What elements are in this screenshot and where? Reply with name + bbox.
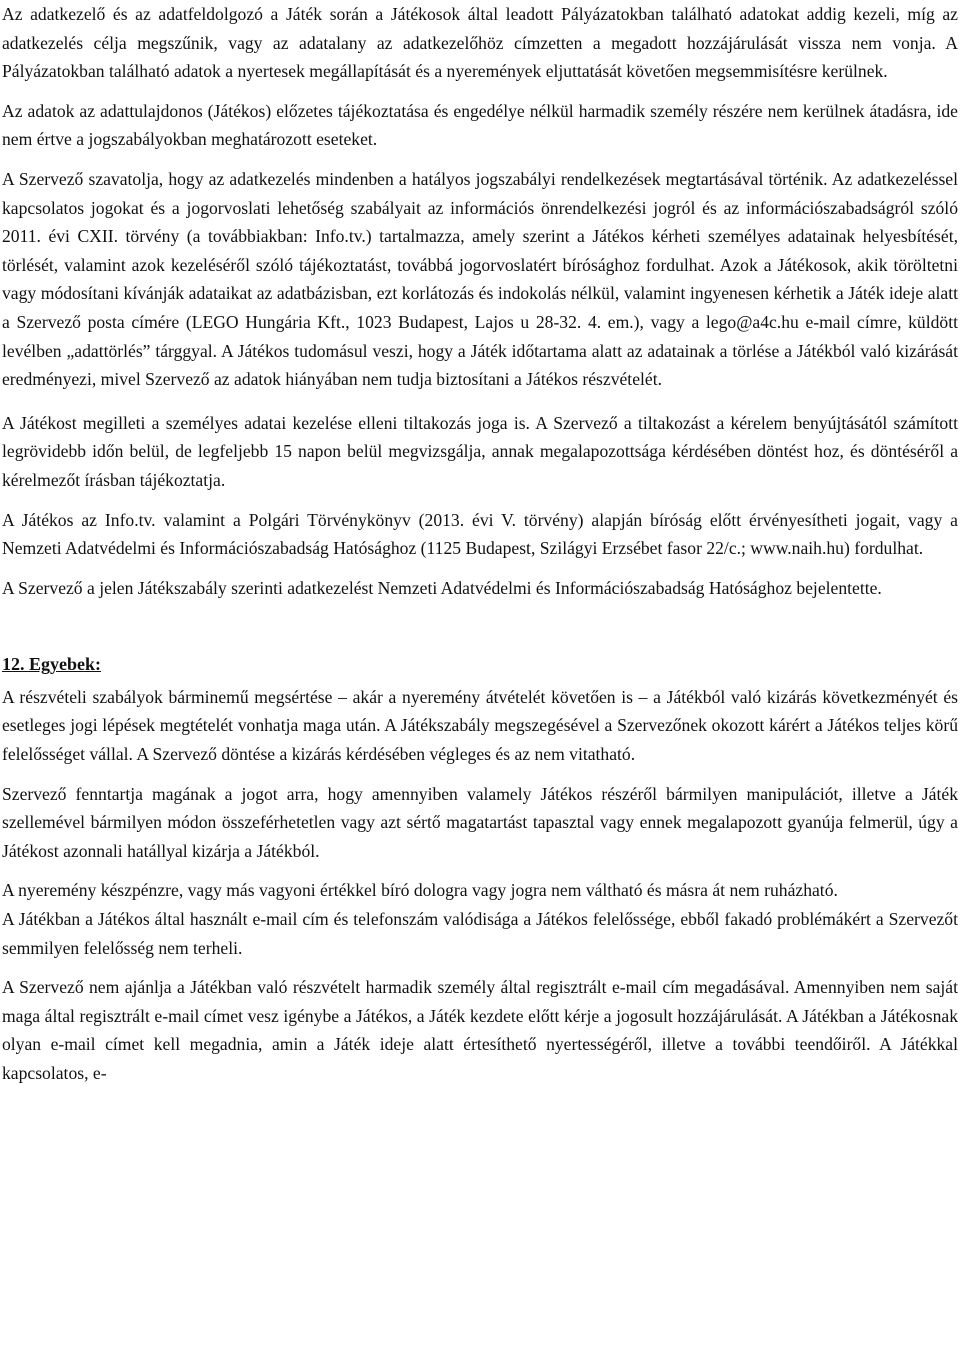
section-heading: 12. Egyebek: xyxy=(2,654,101,675)
paragraph-manipulation: Szervező fenntartja magának a jogot arra, hogy amennyiben valamely Játékos részéről bármilyen manipulációt, illetve a Játék szellemével bármilyen módon összeférhetetlen vagy azt sértő magatartást tapasztal vagy ennek megalapozott gyanúja felmerül, úgy a Játékost azonnali hatállyal kizárja a Játékból. xyxy=(2,783,958,861)
paragraph-contact-validity: A Játékban a Játékos által használt e-mail cím és telefonszám valódisága a Játékos felelőssége, ebből fakadó problémákért a Szervezőt semmilyen felelősség nem terheli. xyxy=(2,909,958,958)
paragraph-third-party-email: A Szervező nem ajánlja a Játékban való részvételt harmadik személy által regisztrált e-mail cím megadásával. Amennyiben nem saját maga által regisztrált e-mail címet vesz igénybe a Játékos, a Játék kezdete előtt kérje a jogosult hozzájárulását. A Játékban a Játékosnak olyan e-mail címet kell megadnia, amin a Játék ideje alatt értesíthető nyertességéről, illetve a további teendőiről. A Játékkal kapcsolatos, e- xyxy=(2,977,958,1083)
paragraph-rule-violation: A részvételi szabályok bárminemű megsértése – akár a nyeremény átvételét követően is – a Játékból való kizárás következményét és esetleges jogi lépések megtételét vonhatja maga után. A Játékszabály megszegésével a Szervezőnek okozott kárért a Játékos teljes körű felelősséget vállal. A Szervező döntése a kizárás kérdésében végleges és az nem vitatható. xyxy=(2,686,958,765)
paragraph-legal-remedy: A Játékos az Info.tv. valamint a Polgári Törvénykönyv (2013. évi V. törvény) alapján bíróság előtt érvényesítheti jogait, vagy a Nemzeti Adatvédelmi és Információszabadság Hatósághoz (1125 Budapest, Szilágyi Erzsébet fasor 22/c.; www.naih.hu) fordulhat. xyxy=(2,509,958,559)
paragraph-prize-transfer: A nyeremény készpénzre, vagy más vagyoni értékkel bíró dologra vagy jogra nem váltható és másra át nem ruházható. xyxy=(2,880,838,901)
paragraph-data-retention: Az adatkezelő és az adatfeldolgozó a Játék során a Játékosok által leadott Pályázatokban található adatokat addig kezeli, míg az adatkezelés célja megszűnik, vagy az adatalany az adatkezelőhöz címzetten a megadott hozzájárulását vissza nem vonja. A Pályázatokban található adatok a nyertesek megállapítását és a nyeremények eljuttatását követően megsemmisítésre kerülnek. xyxy=(2,4,958,82)
paragraph-data-transfer: Az adatok az adattulajdonos (Játékos) előzetes tájékoztatása és engedélye nélkül harmadik személy részére nem kerülnek átadásra, ide nem értve a jogszabályokban meghatározott eseteket. xyxy=(2,100,958,150)
paragraph-objection-right: A Játékost megilleti a személyes adatai kezelése elleni tiltakozás joga is. A Szervező a tiltakozást a kérelem benyújtásától számított legrövidebb időn belül, de legfeljebb 15 napon belül megvizsgálja, annak megalapozottsága kérdésében döntést hoz, és döntéséről a kérelmezőt írásban tájékoztatja. xyxy=(2,412,958,490)
paragraph-registration: A Szervező a jelen Játékszabály szerinti adatkezelést Nemzeti Adatvédelmi és Információszabadság Hatósághoz bejelentette. xyxy=(2,577,882,598)
paragraph-data-rights: A Szervező szavatolja, hogy az adatkezelés mindenben a hatályos jogszabályi rendelkezések megtartásával történik. Az adatkezeléssel kapcsolatos jogokat és a jogorvoslati lehetőség szabályait az információs önrendelkezési jogról és az információszabadságról szóló 2011. évi CXII. törvény (a továbbiakban: Info.tv.) tartalmazza, amely szerint a Játékos kérheti személyes adatainak helyesbítését, törlését, valamint azok kezeléséről szóló tájékoztatást, továbbá jogorvoslatért bírósághoz fordulhat. Azok a Játékosok, akik töröltetni vagy módosítani kívánják adataikat az adatbázisban, ezt korlátozás és indokolás nélkül, valamint ingyenesen kérhetik a Játék ideje alatt a Szervező posta címére (LEGO Hungária Kft., 1023 Budapest, Lajos u 28-32. 4. em.), vagy a lego@a4c.hu e-mail címre, küldött levélben „adattörlés” tárggyal. A Játékos tudomásul veszi, hogy a Játék időtartama alatt az adatainak a törlése a Játékból való kizárását eredményezi, mivel Szervező az adatok hiányában nem tudja biztosítani a Játékos részvételét. xyxy=(2,168,958,390)
